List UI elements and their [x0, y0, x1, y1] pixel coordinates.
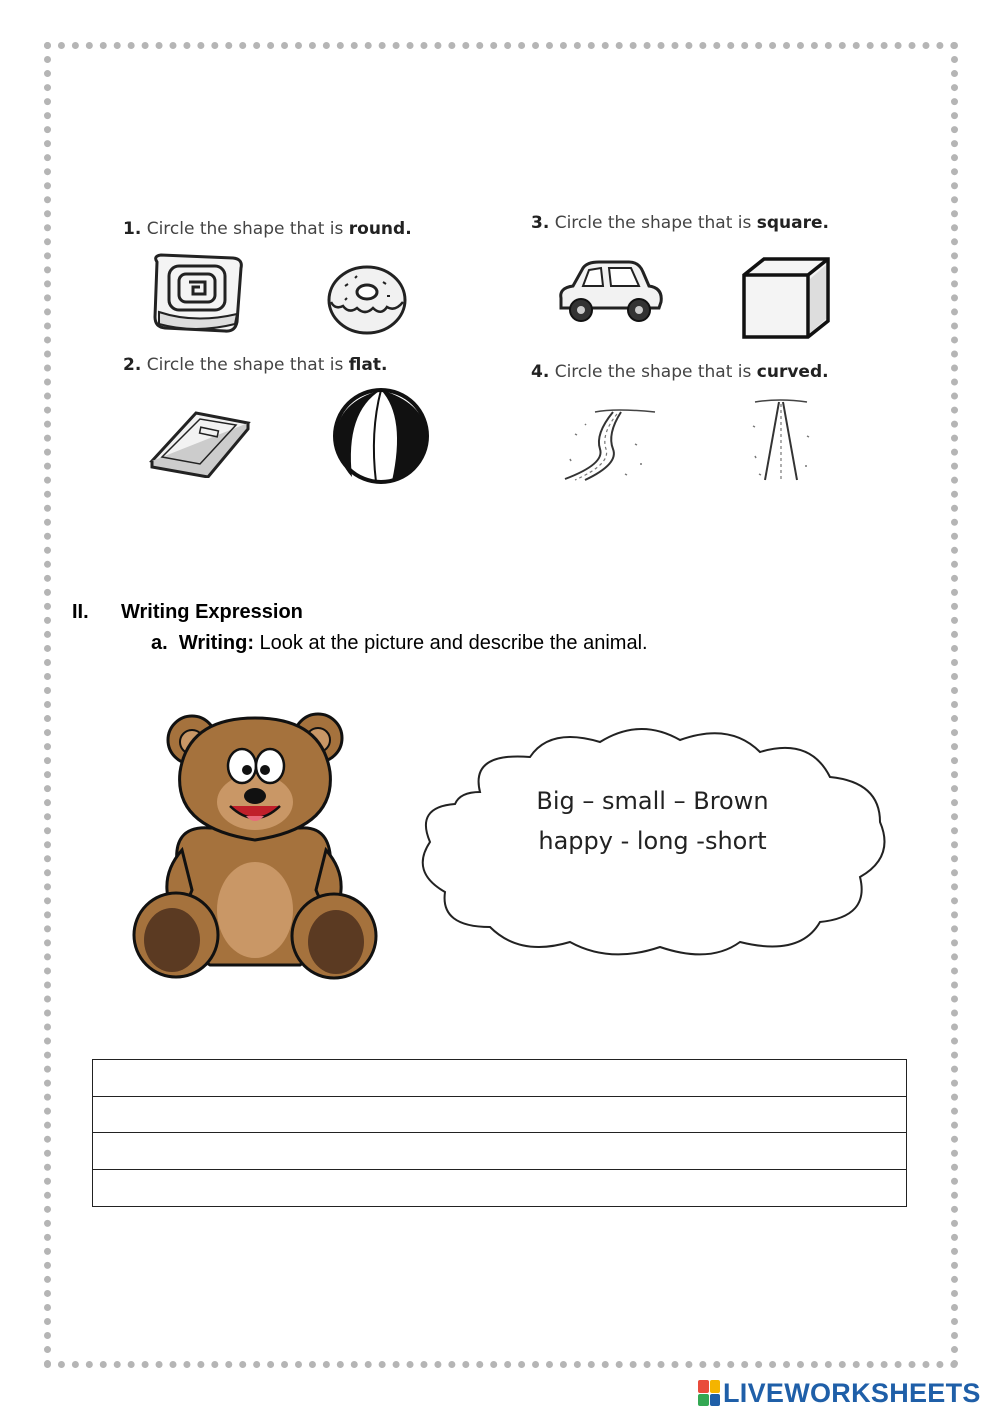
- question-1: 1. Circle the shape that is round.: [123, 219, 412, 239]
- liveworksheets-logo[interactable]: [698, 1377, 981, 1409]
- ball-icon: [330, 387, 432, 485]
- cloud-word-line-1: Big – small – Brown: [536, 787, 769, 815]
- cloud-word-line-2: happy - long -short: [538, 827, 767, 855]
- teddy-bear-icon: [130, 710, 380, 982]
- section-title: Writing Expression: [121, 601, 303, 623]
- question-3: 3. Circle the shape that is square.: [531, 213, 829, 233]
- answer-line-2[interactable]: [93, 1097, 906, 1134]
- curved-road-icon: [555, 404, 660, 484]
- question-4: 4. Circle the shape that is curved.: [531, 362, 829, 382]
- answer-box[interactable]: [92, 1059, 907, 1207]
- cinnamon-roll-icon: [145, 252, 250, 337]
- car-icon: [555, 258, 667, 326]
- answer-line-1[interactable]: [93, 1060, 906, 1097]
- writing-instruction: a. Writing: Look at the picture and describe the animal.: [151, 632, 648, 654]
- logo-badge-icon: [698, 1380, 720, 1406]
- cube-icon: [740, 255, 832, 341]
- logo-text: LIVEWORKSHEETS: [723, 1377, 981, 1408]
- question-2: 2. Circle the shape that is flat.: [123, 355, 388, 375]
- book-icon: [148, 393, 253, 478]
- donut-icon: [325, 262, 410, 337]
- section-numeral: II.: [72, 601, 89, 623]
- answer-line-3[interactable]: [93, 1133, 906, 1170]
- straight-road-icon: [745, 396, 815, 484]
- answer-line-4[interactable]: [93, 1170, 906, 1207]
